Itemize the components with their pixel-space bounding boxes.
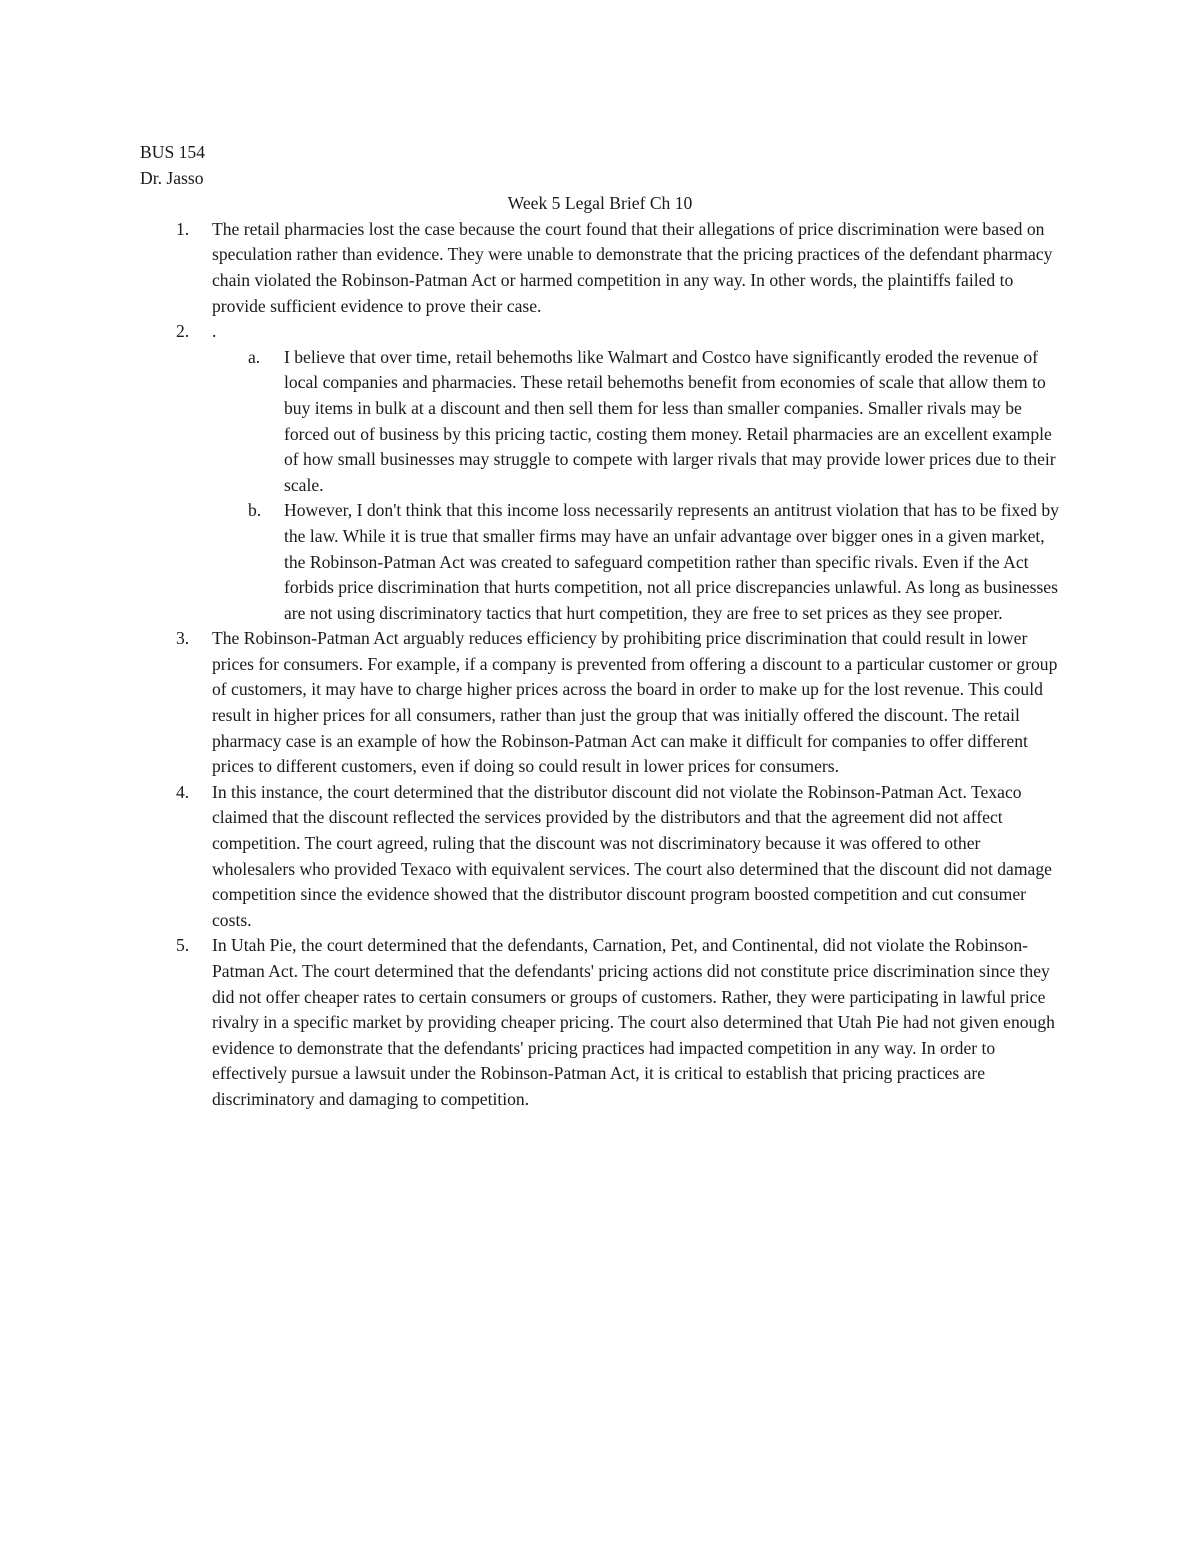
sub-item-a <box>212 345 1060 499</box>
list-number: 5. <box>176 935 190 956</box>
list-item-4 <box>140 780 1060 934</box>
list-item-text: The retail pharmacies lost the case because the court found that their allegations of price discrimination were based on speculation rather than evidence. They were unable to demonstrate that the pricing practices of the defendant pharmacy chain violated the Robinson-Patman Act or harmed competition in any way. In other words, the plaintiffs failed to provide sufficient evidence to prove their case. <box>212 218 1053 316</box>
answer-list <box>140 217 1060 1113</box>
list-item-text: The Robinson-Patman Act arguably reduces efficiency by prohibiting price discrimination that could result in lower prices for consumers. For example, if a company is prevented from offering a discount to a particular customer or group of customers, it may have to charge higher prices across the board in order to make up for the lost revenue. This could result in higher prices for all consumers, rather than just the group that was initially offered the discount. The retail pharmacy case is an example of how the Robinson-Patman Act can make it difficult for companies to offer different prices to different customers, even if doing so could result in lower prices for consumers. <box>212 628 1058 777</box>
sub-item-text: I believe that over time, retail behemoths like Walmart and Costco have significantly eroded the revenue of local companies and pharmacies. These retail behemoths benefit from economies of scale that allow them to buy items in bulk at a discount and then sell them for less than smaller companies. Smaller rivals may be forced out of business by this pricing tactic, costing them money. Retail pharmacies are an excellent example of how small businesses may struggle to compete with larger rivals that may provide lower prices due to their scale. <box>284 346 1056 495</box>
document-title: Week 5 Legal Brief Ch 10 <box>507 193 693 214</box>
sub-item-letter: b. <box>248 500 262 521</box>
list-number: 4. <box>176 781 190 802</box>
list-item-text: In Utah Pie, the court determined that the defendants, Carnation, Pet, and Continental, did not violate the Robinson-Patman Act. The court determined that the defendants' pricing actions did not constitute price discrimination since they did not offer cheaper rates to certain consumers or groups of customers. Rather, they were participating in lawful price rivalry in a specific market by providing cheaper pricing. The court also determined that Utah Pie had not given enough evidence to demonstrate that the defendants' pricing practices had impacted competition in any way. In order to effectively pursue a lawsuit under the Robinson-Patman Act, it is critical to establish that pricing practices are discriminatory and damaging to competition. <box>212 935 1055 1109</box>
course-code: BUS 154 <box>140 142 206 162</box>
sub-list <box>212 345 1060 627</box>
sub-item-letter: a. <box>248 346 261 367</box>
list-number: 3. <box>176 628 190 649</box>
list-item-text: In this instance, the court determined that the distributor discount did not violate the Robinson-Patman Act. Texaco claimed that the discount reflected the services provided by the distributors and that the agreement did not affect competition. The court agreed, ruling that the discount was not discriminatory because it was offered to other wholesalers who provided Texaco with equivalent services. The court also determined that the discount did not damage competition since the evidence showed that the distributor discount program boosted competition and cut consumer costs. <box>212 781 1052 930</box>
list-number: 2. <box>176 321 190 342</box>
list-item-5 <box>140 933 1060 1112</box>
list-item-3 <box>140 626 1060 780</box>
sub-item-b <box>212 498 1060 626</box>
list-item-1 <box>140 217 1060 319</box>
sub-item-text: However, I don't think that this income loss necessarily represents an antitrust violation that has to be fixed by the law. While it is true that smaller firms may have an unfair advantage over bigger ones in a given market, the Robinson-Patman Act was created to safeguard competition rather than specific rivals. Even if the Act forbids price discrimination that hurts competition, not all price discrepancies unlawful. As long as businesses are not using discriminatory tactics that hurt competition, they are free to set prices as they see proper. <box>284 500 1059 623</box>
list-item-text: . <box>212 321 217 342</box>
list-item-2 <box>140 319 1060 626</box>
list-number: 1. <box>176 218 190 239</box>
instructor-name: Dr. Jasso <box>140 167 204 188</box>
document-page <box>140 140 1060 1113</box>
list-item-2-body <box>212 319 1060 626</box>
